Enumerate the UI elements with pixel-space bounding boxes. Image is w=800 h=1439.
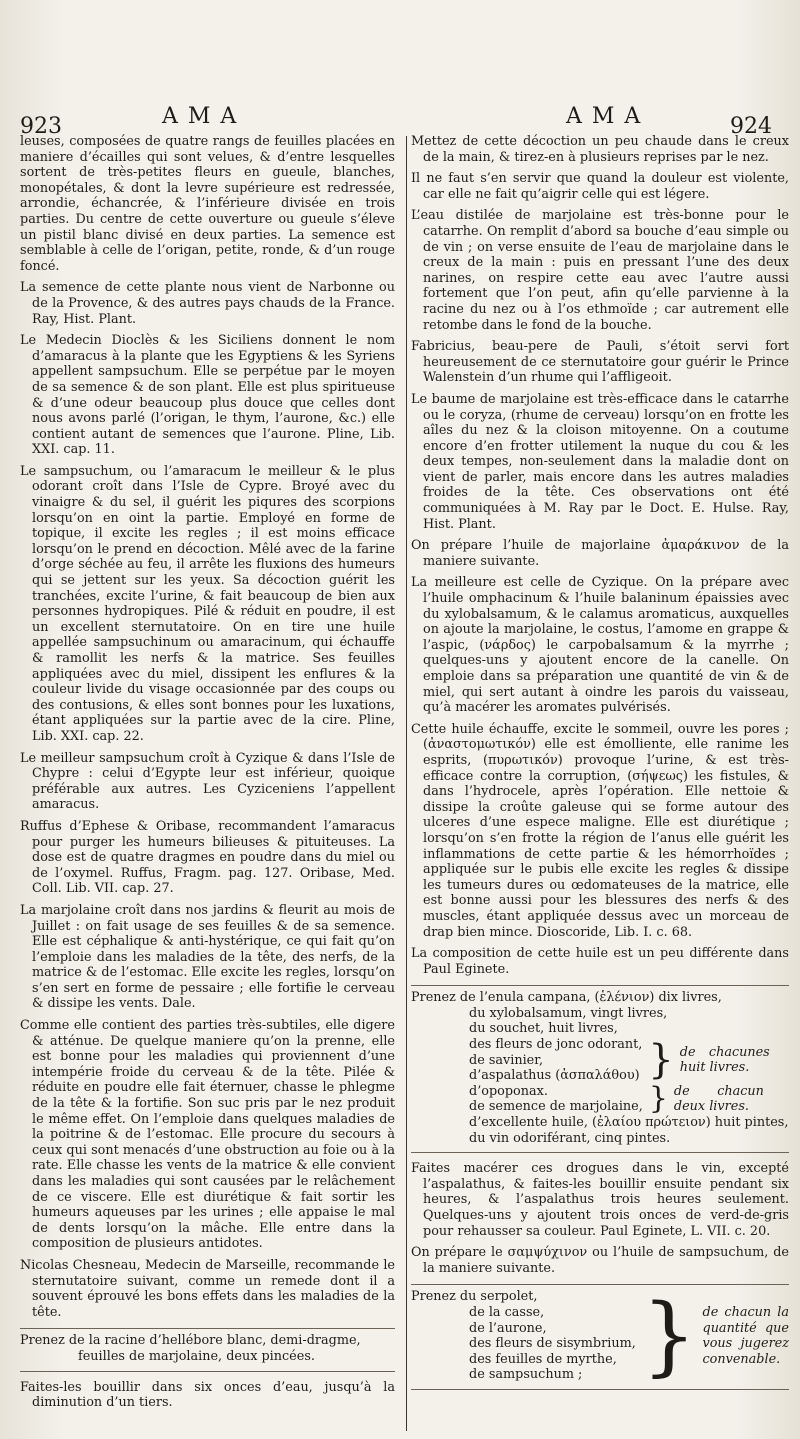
recipe-note: de chacunes huit livres. — [679, 1044, 770, 1076]
recipe-group — [411, 1037, 789, 1084]
recipe-line: d’aspalathus (ἀσπαλάθου) — [469, 1068, 640, 1084]
paragraph: Faites-les bouillir dans six onces d’eau, jusqu’à la diminution d’un tiers. — [20, 1379, 395, 1411]
recipe-line: d’excellente huile, (ἐλαίου πρώτειον) huit pintes, — [469, 1115, 789, 1131]
right-column — [411, 134, 789, 1398]
left-page-number: 923 — [20, 114, 62, 139]
recipe-note: de chacun la quantité que vous jugerez convenable. — [702, 1304, 789, 1367]
recipe-box — [411, 1284, 789, 1390]
recipe-group — [411, 1081, 789, 1117]
paragraph: Ruffus d’Ephese & Oribase, recommandent l’amaracus pour purger les humeurs bilieuses & pituiteuses. La dose est de quatre dragmes en poudre dans du miel ou de l’oxymel. Ruffus, Fragm. pag. 127. Oribase, Med. Coll. Lib. VII. cap. 27. — [20, 818, 395, 897]
right-running-head: AMA — [566, 104, 651, 129]
paragraph: On prépare le σαμψύχινον ou l’huile de sampsuchum, de la maniere suivante. — [411, 1245, 789, 1276]
recipe-line: des feuilles de myrthe, — [469, 1351, 617, 1367]
recipe-line: d’opoponax. — [469, 1083, 548, 1099]
recipe-box — [20, 1328, 395, 1371]
recipe-line: de semence de marjolaine, — [469, 1099, 643, 1115]
brace-glyph: } — [648, 1037, 674, 1084]
recipe-note: de chacun deux livres. — [673, 1083, 764, 1115]
recipe-line: Prenez de la racine d’hellébore blanc, demi-dragme, — [20, 1333, 361, 1349]
paragraph: Il ne faut s’en servir que quand la douleur est violente, car elle ne fait qu’aigrir celle qui est légere. — [411, 171, 789, 202]
paragraph: La semence de cette plante nous vient de Narbonne ou de la Provence, & des autres pays chauds de la France. Ray, Hist. Plant. — [20, 280, 395, 327]
paragraph: Comme elle contient des parties très-subtiles, elle digere & atténue. De quelque maniere qu’on la prenne, elle est bonne pour les maladies qui proviennent d’une intempérie froide du cerveau & de la tête. Pilée & réduite en poudre elle fait éternuer, chasse le phlegme de la tête & la fortifie. Son suc pris par le nez produit le même effet. On l’emploie dans quelques maladies de la poitrine & de l’estomac. Elle procure du secours à ceux qui sont menacés d’une obstruction au foie ou à la rate. Elle chasse les vents de la matrice & elle convient dans les maladies qui sont causées par le relâchement de ce viscere. Elle est diurétique & fait sortir les humeurs aqueuses par les urines ; elle appaise le mal de dents lorsqu’on la mâche. Elle entre dans la composition de plusieurs antidotes. — [20, 1018, 395, 1252]
brace-glyph: } — [641, 1286, 697, 1387]
column-divider — [406, 136, 407, 1431]
paragraph: Le meilleur sampsuchum croît à Cyzique & dans l’Isle de Chypre : celui d’Egypte leur est inférieur, quoique préférable aux autres. Les Cyziceniens l’appellent amaracus. — [20, 750, 395, 813]
paragraph: On prépare l’huile de majorlaine ἀμαράκινον de la maniere suivante. — [411, 538, 789, 569]
recipe-line: du vin odoriférant, cinq pintes. — [469, 1130, 671, 1146]
recipe-line: Prenez de l’enula campana, (ἑλένιον) dix livres, — [411, 990, 722, 1006]
paragraph: L’eau distilée de marjolaine est très-bonne pour le catarrhe. On remplit d’abord sa bouche d’eau simple ou de vin ; on verse ensuite de l’eau de marjolaine dans le creux de la main : puis en pressant l’une des deux narines, on respire cette eau avec l’autre aussi fortement que l’on peut, afin qu’elle parvienne à la racine du nez ou à l’os ethmoïde ; car autrement elle retombe dans le fond de la bouche. — [411, 208, 789, 333]
left-running-head: AMA — [162, 104, 247, 129]
recipe-line: de l’aurone, — [469, 1320, 547, 1336]
recipe-line: Prenez du serpolet, — [411, 1289, 538, 1305]
right-page-number: 924 — [730, 114, 772, 139]
paragraph: La marjolaine croît dans nos jardins & fleurit au mois de Juillet : on fait usage de ses feuilles & de sa semence. Elle est céphalique & anti-hystérique, ce qui fait qu’on l’emploie dans les maladies de la tête, des nerfs, de la matrice & de l’estomac. Elle excite les regles, lorsqu’on s’en sert en forme de pessaire ; elle fortifie le cerveau & dissipe les vents. Dale. — [20, 902, 395, 1012]
paragraph: Le baume de marjolaine est très-efficace dans le catarrhe ou le coryza, (rhume de cerveau) lorsqu’on en frotte les aîles du nez & la cloison mitoyenne. On a coutume encore d’en frotter utilement la nuque du cou & les deux tempes, non-seulement dans la maladie dont on vient de parler, mais encore dans les autres maladies froides de la tête. Ces observations ont été communiquées à M. Ray par le Doct. E. Hulse. Ray, Hist. Plant. — [411, 391, 789, 532]
recipe-box — [411, 985, 789, 1153]
recipe-line: de la casse, — [469, 1304, 545, 1320]
paragraph: La meilleure est celle de Cyzique. On la prépare avec l’huile omphacinum & l’huile balaninum épaissies avec du xylobalsamum, & le calamus aromaticus, auxquelles on ajoute la marjolaine, le costus, l’amome en grappe & l’aspic, (νάρδος) le carpobalsamum & la myrrhe ; quelques-uns y ajoutent encore de la canelle. On emploie dans sa préparation une quantité de vin & de miel, qui sert autant à oindre les parois du vaisseau, qu’à macérer les aromates pulvérisés. — [411, 575, 789, 716]
recipe-line: feuilles de marjolaine, deux pincées. — [78, 1348, 315, 1364]
paragraph: Mettez de cette décoction un peu chaude dans le creux de la main, & tirez-en à plusieurs reprises par le nez. — [411, 134, 789, 165]
recipe-line: de savinier, — [469, 1052, 544, 1068]
paragraph: Le Medecin Dioclès & les Siciliens donnent le nom d’amaracus à la plante que les Egyptiens & les Syriens appellent sampsuchum. Elle se perpétue par le moyen de sa semence & de son plant. Elle est plus spiritueuse & d’une odeur beaucoup plus douce que celles dont nous avons parlé (l’origan, le thym, l’aurone, &c.) elle contient autant de semences que l’aurone. Pline, Lib. XXI. cap. 11. — [20, 333, 395, 458]
recipe-line: des fleurs de jonc odorant, — [469, 1037, 643, 1053]
paragraph: La composition de cette huile est un peu différente dans Paul Eginete. — [411, 946, 789, 977]
recipe-line: des fleurs de sisymbrium, — [469, 1336, 636, 1352]
recipe-group — [411, 1286, 789, 1387]
paragraph: leuses, composées de quatre rangs de feuilles placées en maniere d’écailles qui sont velues, & d’entre lesquelles sortent de très-petites fleurs en gueule, blanches, monopétales, & dont la levre supérieure est redressée, arrondie, échancrée, & l’inférieure divisée en trois parties. Du centre de cette ouverture ou gueule s’éleve un pistil blanc divisé en deux parties. La semence est semblable à celle de l’origan, petite, ronde, & d’un rouge foncé. — [20, 134, 395, 274]
paragraph: Fabricius, beau-pere de Pauli, s’étoit servi fort heureusement de ce sternutatoire gour guérir le Prince Walenstein d’un rhume qui l’affligeoit. — [411, 339, 789, 386]
paragraph: Faites macérer ces drogues dans le vin, excepté l’aspalathus, & faites-les bouillir ensuite pendant six heures, & l’aspalathus trois heures seulement. Quelques-uns y ajoutent trois onces de verd-de-gris pour rehausser sa couleur. Paul Eginete, L. VII. c. 20. — [411, 1161, 789, 1239]
recipe-line: du xylobalsamum, vingt livres, — [469, 1005, 668, 1021]
paragraph: Nicolas Chesneau, Medecin de Marseille, recommande le sternutatoire suivant, comme un remede dont il a souvent éprouvé les bons effets dans les maladies de la tête. — [20, 1257, 395, 1320]
brace-glyph: } — [648, 1081, 668, 1117]
recipe-line: de sampsuchum ; — [469, 1367, 583, 1383]
paragraph: Cette huile échauffe, excite le sommeil, ouvre les pores ; (ἀναστομωτικόν) elle est émolliente, elle ranime les esprits, (πυρωτικόν) provoque l’urine, & est très-efficace contre la corruption, (σήψεως) les fistules, & dans l’hydrocele, après l’opération. Elle nettoie & dissipe la croûte galeuse qui se forme autour des ulceres d’une espece maligne. Elle est diurétique ; lorsqu’on s’en frotte la région de l’anus elle guérit les inflammations de cette partie & les hémorrhoïdes ; appliquée sur le pubis elle excite les regles & dissipe les tumeurs dures ou œdomateuses de la matrice, elle est bonne aussi pour les blessures des nerfs & des muscles, étant appliquée dessus avec un morceau de drap bien mince. Dioscoride, Lib. I. c. 68. — [411, 721, 789, 940]
left-column — [20, 134, 395, 1417]
recipe-line: du souchet, huit livres, — [469, 1021, 618, 1037]
paragraph: Le sampsuchum, ou l’amaracum le meilleur & le plus odorant croît dans l’Isle de Cypre. Broyé avec du vinaigre & du sel, il guérit les piqures des scorpions lorsqu’on en oint la partie. Employé en forme de topique, il excite les regles ; il est moins efficace lorsqu’on le prend en décoction. Mêlé avec de la farine d’orge séchée au feu, il arrête les fluxions des humeurs qui se jettent sur les yeux. Sa décoction guérit les tranchées, excite l’urine, & fait beaucoup de bien aux personnes hydropiques. Pilé & réduit en poudre, il est un excellent sternutatoire. On en tire une huile appellée sampsuchinum ou amaracinum, qui échauffe & ramollit les nerfs & la matrice. Ses feuilles appliquées avec du miel, dissipent les enflures & la couleur livide du visage occasionnée par des coups ou des contusions, & elles sont bonnes pour les luxations, étant appliquées sur la partie avec de la cire. Pline, Lib. XXI. cap. 22. — [20, 463, 395, 744]
